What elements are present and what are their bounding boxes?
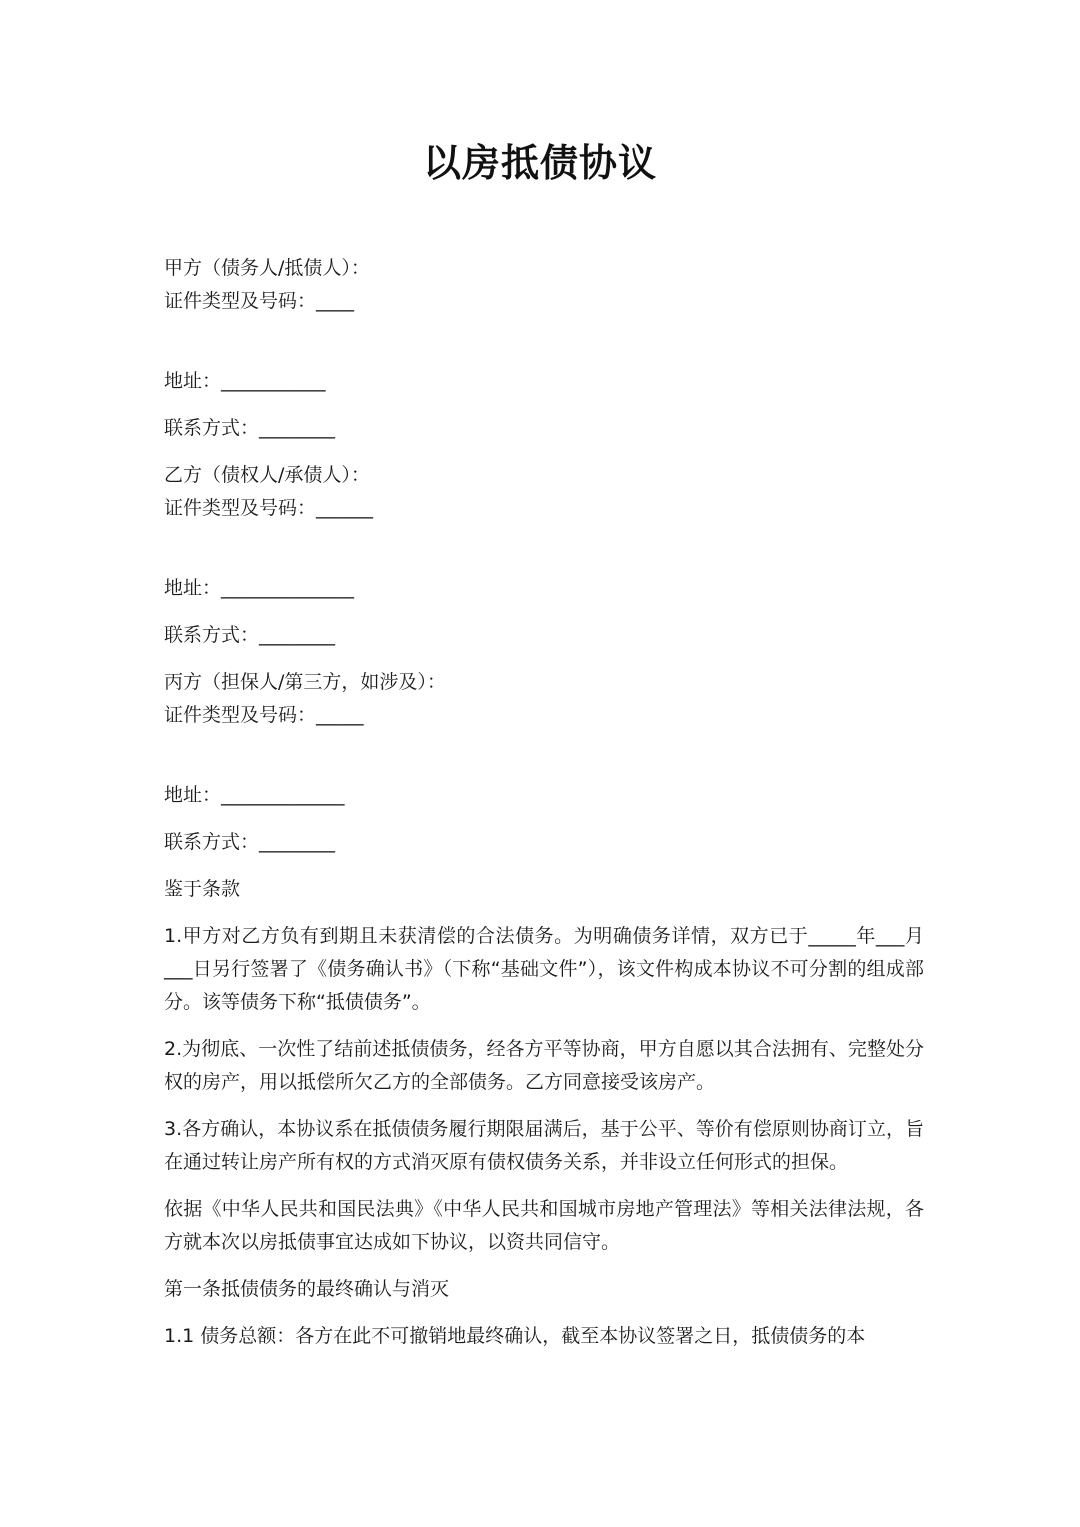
recitals-heading: 鉴于条款 — [164, 878, 241, 900]
party-c-contact: 联系方式：________ — [164, 831, 336, 853]
clause-1-1: 1.1 债务总额：各方在此不可撤销地最终确认，截至本协议签署之日，抵债债务的本 — [164, 1325, 866, 1347]
party-c-heading: 丙方（担保人/第三方，如涉及）： — [164, 671, 446, 693]
document-title: 以房抵债协议 — [422, 141, 657, 185]
party-b-address: 地址：______________ — [164, 577, 355, 599]
party-b-id-line: 证件类型及号码：______ — [164, 497, 374, 519]
recital-item-3: 3.各方确认，本协议系在抵债债务履行期限届满后，基于公平、等价有偿原则协商订立，旨在通过转让房产所有权的方式消灭原有债权债务关系，并非设立任何形式的担保。 — [164, 1118, 924, 1173]
party-a-contact: 联系方式：________ — [164, 417, 336, 439]
party-c-address: 地址：_____________ — [164, 784, 345, 806]
article-1-heading: 第一条抵债债务的最终确认与消灭 — [164, 1278, 450, 1300]
party-a-id-line: 证件类型及号码：____ — [164, 290, 355, 312]
legal-basis-paragraph: 依据《中华人民共和国民法典》《中华人民共和国城市房地产管理法》等相关法律法规，各方就本次以房抵债事宜达成如下协议，以资共同信守。 — [164, 1198, 924, 1253]
party-a-address: 地址：___________ — [164, 370, 326, 392]
party-b-contact: 联系方式：________ — [164, 624, 336, 646]
document-body — [164, 252, 924, 1353]
party-b-heading: 乙方（债权人/承债人）： — [164, 464, 370, 486]
recital-item-1: 1.甲方对乙方负有到期且未获清偿的合法债务。为明确债务详情，双方已于_____年___月___日另行签署了《债务确认书》（下称“基础文件”），该文件构成本协议不可分割的组成部分。该等债务下称“抵债债务”。 — [164, 925, 924, 1013]
party-a-heading: 甲方（债务人/抵债人）： — [164, 257, 370, 279]
recital-item-2: 2.为彻底、一次性了结前述抵债债务，经各方平等协商，甲方自愿以其合法拥有、完整处分权的房产，用以抵偿所欠乙方的全部债务。乙方同意接受该房产。 — [164, 1038, 924, 1093]
party-c-id-line: 证件类型及号码：_____ — [164, 704, 364, 726]
